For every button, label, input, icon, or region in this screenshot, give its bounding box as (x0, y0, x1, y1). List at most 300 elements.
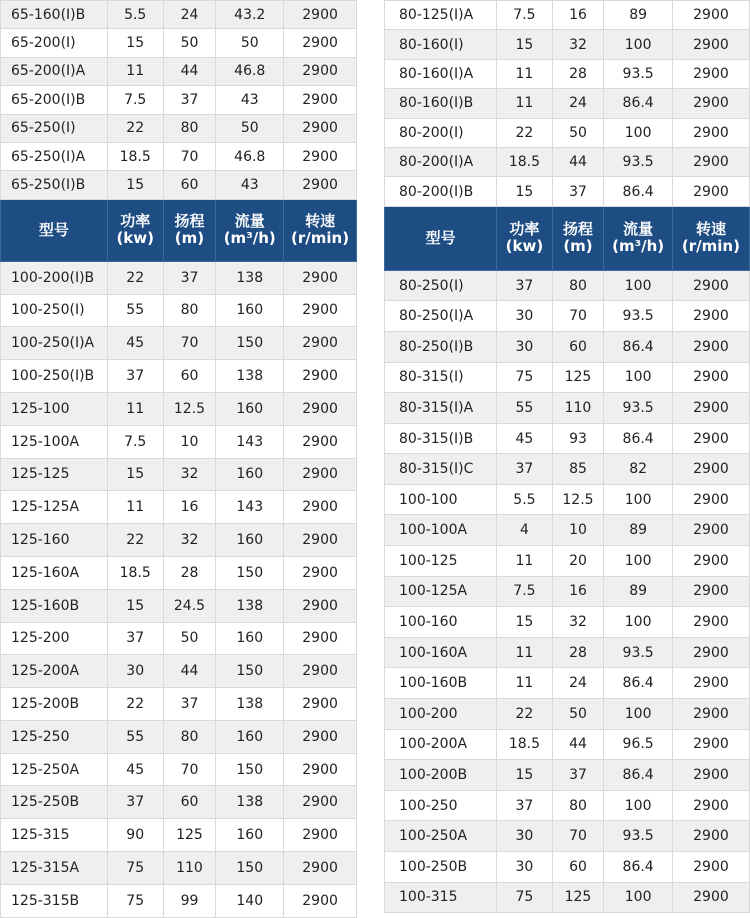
cell-flow: 160 (216, 392, 284, 425)
cell-head: 60 (552, 331, 604, 362)
cell-speed: 2900 (284, 720, 357, 753)
cell-head: 37 (163, 86, 216, 114)
cell-flow: 100 (604, 270, 673, 301)
left-spec-table-panel (0, 0, 357, 918)
table-row (1, 294, 357, 327)
cell-power: 11 (497, 637, 552, 668)
cell-flow: 138 (216, 688, 284, 721)
cell-speed: 2900 (672, 177, 749, 206)
table-header (1, 199, 357, 261)
cell-power: 15 (497, 607, 552, 638)
table-row (385, 546, 750, 577)
cell-head: 24.5 (163, 589, 216, 622)
cell-head: 24 (552, 668, 604, 699)
cell-head: 16 (163, 491, 216, 524)
cell-flow: 143 (216, 491, 284, 524)
cell-flow: 43 (216, 86, 284, 114)
cell-power: 4 (497, 515, 552, 546)
cell-model: 65-200(I)A (1, 57, 108, 85)
cell-head: 24 (552, 89, 604, 118)
cell-head: 80 (163, 720, 216, 753)
cell-model: 100-125 (385, 546, 497, 577)
cell-power: 37 (107, 786, 163, 819)
cell-flow: 150 (216, 753, 284, 786)
table-header (385, 206, 750, 270)
cell-flow: 93.5 (604, 301, 673, 332)
cell-model: 80-250(I) (385, 270, 497, 301)
table-row (385, 331, 750, 362)
cell-model: 80-160(I)B (385, 89, 497, 118)
header-model (1, 199, 108, 261)
cell-power: 18.5 (497, 729, 552, 760)
cell-speed: 2900 (284, 327, 357, 360)
cell-head: 37 (163, 261, 216, 294)
table-row (1, 819, 357, 852)
table-row (1, 589, 357, 622)
cell-power: 15 (497, 177, 552, 206)
cell-flow: 150 (216, 327, 284, 360)
table-row (1, 114, 357, 142)
cell-speed: 2900 (672, 393, 749, 424)
cell-model: 65-200(I)B (1, 86, 108, 114)
cell-flow: 86.4 (604, 177, 673, 206)
cell-power: 15 (107, 589, 163, 622)
cell-speed: 2900 (672, 576, 749, 607)
cell-speed: 2900 (672, 484, 749, 515)
cell-model: 125-160 (1, 524, 108, 557)
cell-power: 37 (497, 790, 552, 821)
cell-power: 22 (497, 118, 552, 147)
cell-head: 28 (552, 59, 604, 88)
cell-power: 55 (107, 720, 163, 753)
header-flow-unit: (m³/h) (612, 237, 665, 256)
cell-model: 80-250(I)B (385, 331, 497, 362)
table-row (1, 852, 357, 885)
cell-flow: 160 (216, 524, 284, 557)
cell-flow: 100 (604, 882, 673, 913)
cell-flow: 43.2 (216, 1, 284, 29)
cell-flow: 93.5 (604, 59, 673, 88)
cell-head: 37 (163, 688, 216, 721)
table-row (1, 884, 357, 917)
cell-model: 125-100 (1, 392, 108, 425)
header-flow (216, 199, 284, 261)
table-row (1, 360, 357, 393)
table-row (385, 790, 750, 821)
table-row (385, 454, 750, 485)
table-row (385, 576, 750, 607)
cell-model: 100-200B (385, 760, 497, 791)
cell-power: 7.5 (107, 425, 163, 458)
cell-flow: 93.5 (604, 637, 673, 668)
cell-power: 15 (107, 171, 163, 199)
cell-head: 16 (552, 576, 604, 607)
cell-model: 125-315 (1, 819, 108, 852)
cell-power: 11 (107, 392, 163, 425)
cell-model: 100-160B (385, 668, 497, 699)
cell-speed: 2900 (284, 425, 357, 458)
cell-speed: 2900 (284, 753, 357, 786)
cell-head: 70 (552, 301, 604, 332)
cell-speed: 2900 (672, 790, 749, 821)
cell-model: 80-250(I)A (385, 301, 497, 332)
cell-flow: 46.8 (216, 142, 284, 170)
cell-speed: 2900 (284, 491, 357, 524)
header-head-label: 扬程 (562, 220, 593, 239)
cell-flow: 150 (216, 556, 284, 589)
table-row (1, 171, 357, 199)
table-row (385, 59, 750, 88)
cell-speed: 2900 (284, 819, 357, 852)
cell-flow: 100 (604, 546, 673, 577)
cell-head: 32 (163, 458, 216, 491)
cell-power: 22 (107, 688, 163, 721)
cell-speed: 2900 (284, 524, 357, 557)
cell-head: 99 (163, 884, 216, 917)
table-row (1, 425, 357, 458)
cell-speed: 2900 (672, 59, 749, 88)
cell-flow: 86.4 (604, 89, 673, 118)
pump-spec-table-left (0, 0, 357, 918)
table-row (385, 393, 750, 424)
header-model (385, 206, 497, 270)
table-row (385, 89, 750, 118)
cell-speed: 2900 (672, 607, 749, 638)
cell-model: 65-160(I)B (1, 1, 108, 29)
cell-flow: 100 (604, 484, 673, 515)
cell-flow: 100 (604, 790, 673, 821)
cell-head: 24 (163, 1, 216, 29)
table-row (385, 177, 750, 206)
cell-speed: 2900 (672, 729, 749, 760)
header-power (497, 206, 552, 270)
cell-flow: 93.5 (604, 393, 673, 424)
cell-head: 44 (163, 655, 216, 688)
cell-speed: 2900 (284, 852, 357, 885)
cell-speed: 2900 (672, 362, 749, 393)
table-row (385, 30, 750, 59)
cell-head: 28 (552, 637, 604, 668)
cell-head: 16 (552, 1, 604, 30)
table-row (1, 1, 357, 29)
cell-speed: 2900 (672, 821, 749, 852)
table-row (1, 622, 357, 655)
cell-power: 55 (497, 393, 552, 424)
cell-flow: 89 (604, 576, 673, 607)
header-power-label: 功率 (509, 220, 540, 239)
table-row (1, 786, 357, 819)
cell-model: 100-200A (385, 729, 497, 760)
cell-model: 100-315 (385, 882, 497, 913)
cell-model: 125-315A (1, 852, 108, 885)
table-row (1, 392, 357, 425)
cell-speed: 2900 (672, 668, 749, 699)
header-power-label: 功率 (120, 212, 151, 231)
cell-model: 80-160(I)A (385, 59, 497, 88)
table-row (1, 491, 357, 524)
header-model-label: 型号 (425, 228, 456, 247)
header-speed-unit: (r/min) (291, 229, 350, 248)
cell-flow: 86.4 (604, 760, 673, 791)
cell-flow: 86.4 (604, 668, 673, 699)
table-row (1, 29, 357, 57)
cell-power: 37 (497, 454, 552, 485)
header-model-label: 型号 (38, 220, 69, 239)
cell-model: 80-315(I)A (385, 393, 497, 424)
cell-power: 75 (107, 884, 163, 917)
cell-power: 15 (497, 760, 552, 791)
cell-speed: 2900 (284, 86, 357, 114)
cell-speed: 2900 (284, 655, 357, 688)
cell-flow: 140 (216, 884, 284, 917)
header-row (1, 199, 357, 261)
cell-model: 100-160A (385, 637, 497, 668)
cell-power: 75 (497, 362, 552, 393)
cell-power: 18.5 (107, 556, 163, 589)
cell-power: 18.5 (497, 147, 552, 176)
table-row (1, 142, 357, 170)
cell-speed: 2900 (672, 89, 749, 118)
header-speed (284, 199, 357, 261)
table-row (1, 655, 357, 688)
cell-model: 80-200(I)B (385, 177, 497, 206)
cell-head: 70 (552, 821, 604, 852)
cell-model: 125-160B (1, 589, 108, 622)
cell-head: 37 (552, 177, 604, 206)
table-row (1, 524, 357, 557)
cell-head: 110 (163, 852, 216, 885)
cell-power: 22 (497, 699, 552, 730)
cell-model: 100-250(I)B (1, 360, 108, 393)
cell-power: 37 (107, 360, 163, 393)
cell-flow: 160 (216, 294, 284, 327)
header-flow-label: 流量 (623, 220, 654, 239)
cell-head: 12.5 (552, 484, 604, 515)
cell-speed: 2900 (672, 454, 749, 485)
cell-head: 32 (552, 607, 604, 638)
cell-speed: 2900 (672, 760, 749, 791)
cell-flow: 93.5 (604, 147, 673, 176)
cell-model: 100-250(I)A (1, 327, 108, 360)
header-power-unit: (kw) (116, 229, 154, 248)
cell-flow: 86.4 (604, 852, 673, 883)
cell-flow: 96.5 (604, 729, 673, 760)
header-head (552, 206, 604, 270)
table-row (1, 720, 357, 753)
cell-flow: 160 (216, 720, 284, 753)
cell-power: 37 (107, 622, 163, 655)
cell-model: 65-250(I)A (1, 142, 108, 170)
cell-flow: 43 (216, 171, 284, 199)
cell-head: 80 (163, 294, 216, 327)
cell-head: 44 (552, 729, 604, 760)
cell-speed: 2900 (672, 30, 749, 59)
cell-speed: 2900 (284, 392, 357, 425)
cell-head: 80 (552, 270, 604, 301)
cell-speed: 2900 (284, 884, 357, 917)
cell-speed: 2900 (284, 142, 357, 170)
cell-speed: 2900 (672, 118, 749, 147)
cell-power: 30 (497, 331, 552, 362)
cell-head: 70 (163, 753, 216, 786)
cell-speed: 2900 (284, 786, 357, 819)
cell-flow: 150 (216, 655, 284, 688)
cell-head: 44 (552, 147, 604, 176)
header-flow-label: 流量 (234, 212, 265, 231)
cell-model: 80-125(I)A (385, 1, 497, 30)
cell-speed: 2900 (672, 546, 749, 577)
table-row (385, 668, 750, 699)
table-row (385, 821, 750, 852)
cell-head: 60 (163, 786, 216, 819)
cell-power: 15 (107, 458, 163, 491)
cell-flow: 100 (604, 118, 673, 147)
cell-head: 60 (552, 852, 604, 883)
cell-power: 30 (107, 655, 163, 688)
cell-power: 5.5 (107, 1, 163, 29)
cell-flow: 100 (604, 30, 673, 59)
cell-power: 22 (107, 524, 163, 557)
cell-model: 80-200(I)A (385, 147, 497, 176)
header-head-unit: (m) (563, 237, 593, 256)
cell-speed: 2900 (284, 688, 357, 721)
cell-flow: 100 (604, 362, 673, 393)
cell-head: 10 (163, 425, 216, 458)
cell-head: 10 (552, 515, 604, 546)
cell-power: 11 (497, 59, 552, 88)
table-row (385, 270, 750, 301)
table-body-main (385, 270, 750, 912)
cell-speed: 2900 (672, 270, 749, 301)
header-flow (604, 206, 673, 270)
table-row (385, 484, 750, 515)
cell-head: 125 (552, 362, 604, 393)
table-row (1, 753, 357, 786)
cell-head: 37 (552, 760, 604, 791)
cell-speed: 2900 (284, 360, 357, 393)
cell-power: 45 (107, 753, 163, 786)
cell-speed: 2900 (672, 1, 749, 30)
cell-power: 45 (107, 327, 163, 360)
table-row (385, 362, 750, 393)
cell-head: 125 (552, 882, 604, 913)
cell-speed: 2900 (672, 882, 749, 913)
cell-flow: 46.8 (216, 57, 284, 85)
table-body-main (1, 261, 357, 917)
table-row (385, 301, 750, 332)
cell-flow: 138 (216, 589, 284, 622)
cell-head: 32 (552, 30, 604, 59)
cell-model: 125-100A (1, 425, 108, 458)
table-row (1, 458, 357, 491)
cell-speed: 2900 (672, 699, 749, 730)
cell-model: 65-250(I) (1, 114, 108, 142)
cell-model: 125-200 (1, 622, 108, 655)
cell-speed: 2900 (284, 114, 357, 142)
cell-head: 93 (552, 423, 604, 454)
cell-model: 100-125A (385, 576, 497, 607)
cell-head: 85 (552, 454, 604, 485)
header-speed-label: 转速 (695, 220, 726, 239)
cell-power: 11 (497, 89, 552, 118)
cell-power: 75 (497, 882, 552, 913)
cell-head: 50 (163, 29, 216, 57)
cell-speed: 2900 (284, 589, 357, 622)
header-speed-unit: (r/min) (681, 237, 740, 256)
cell-flow: 100 (604, 699, 673, 730)
cell-model: 125-250B (1, 786, 108, 819)
cell-head: 80 (552, 790, 604, 821)
table-row (385, 423, 750, 454)
cell-speed: 2900 (672, 147, 749, 176)
cell-head: 32 (163, 524, 216, 557)
cell-power: 5.5 (497, 484, 552, 515)
header-row (385, 206, 750, 270)
cell-model: 125-250A (1, 753, 108, 786)
table-row (385, 882, 750, 913)
cell-head: 28 (163, 556, 216, 589)
cell-flow: 50 (216, 29, 284, 57)
cell-speed: 2900 (284, 294, 357, 327)
cell-head: 70 (163, 327, 216, 360)
cell-power: 30 (497, 301, 552, 332)
cell-model: 125-125 (1, 458, 108, 491)
cell-flow: 143 (216, 425, 284, 458)
cell-model: 125-125A (1, 491, 108, 524)
cell-speed: 2900 (284, 1, 357, 29)
cell-model: 100-200 (385, 699, 497, 730)
table-row (1, 688, 357, 721)
header-speed (672, 206, 749, 270)
pump-spec-table-right (384, 0, 750, 913)
cell-head: 110 (552, 393, 604, 424)
header-power (107, 199, 163, 261)
cell-flow: 89 (604, 515, 673, 546)
table-body-top (1, 1, 357, 200)
table-row (385, 760, 750, 791)
cell-power: 11 (497, 668, 552, 699)
cell-model: 100-100A (385, 515, 497, 546)
cell-speed: 2900 (672, 852, 749, 883)
cell-flow: 50 (216, 114, 284, 142)
cell-power: 11 (107, 491, 163, 524)
cell-model: 80-315(I)C (385, 454, 497, 485)
cell-speed: 2900 (284, 622, 357, 655)
table-row (385, 147, 750, 176)
cell-power: 22 (107, 114, 163, 142)
cell-head: 80 (163, 114, 216, 142)
cell-power: 22 (107, 261, 163, 294)
cell-speed: 2900 (672, 515, 749, 546)
cell-model: 80-160(I) (385, 30, 497, 59)
cell-model: 125-200B (1, 688, 108, 721)
table-row (385, 118, 750, 147)
table-row (1, 556, 357, 589)
cell-speed: 2900 (284, 171, 357, 199)
cell-power: 30 (497, 852, 552, 883)
cell-power: 30 (497, 821, 552, 852)
cell-power: 37 (497, 270, 552, 301)
cell-model: 100-100 (385, 484, 497, 515)
header-head-unit: (m) (174, 229, 205, 248)
cell-head: 125 (163, 819, 216, 852)
cell-power: 11 (107, 57, 163, 85)
cell-flow: 86.4 (604, 423, 673, 454)
cell-power: 15 (107, 29, 163, 57)
cell-power: 7.5 (497, 576, 552, 607)
cell-flow: 93.5 (604, 821, 673, 852)
table-row (1, 261, 357, 294)
